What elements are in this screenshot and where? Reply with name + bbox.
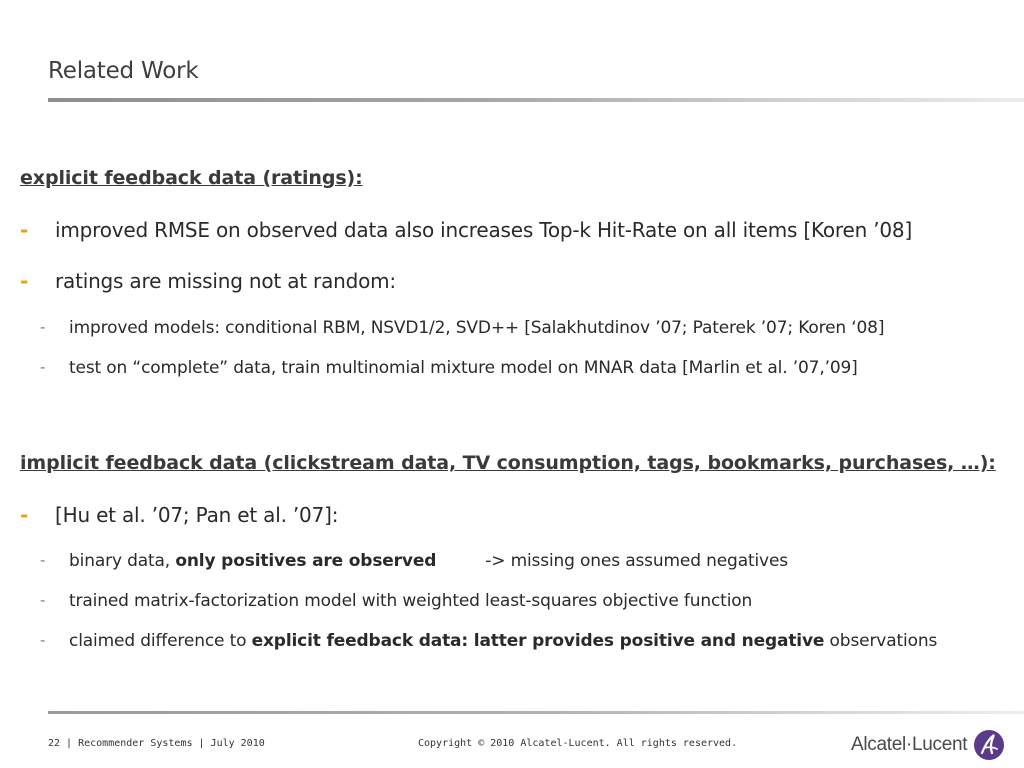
brand-name: Alcatel·Lucent: [851, 734, 968, 755]
bullet-text: [Hu et al. ’07; Pan et al. ’07]:: [55, 503, 339, 527]
footer-page-info: 22 | Recommender Systems | July 2010: [48, 738, 265, 749]
bullet-dash-icon: -: [20, 269, 29, 293]
bullet-text: improved RMSE on observed data also increases Top-k Hit-Rate on all items [Koren ’08]: [55, 218, 913, 242]
subbullet-text-pre: binary data,: [69, 551, 176, 571]
subbullet-dash-icon: -: [40, 631, 46, 649]
subbullet-dash-icon: -: [40, 551, 46, 569]
subbullet-text-post: observations: [824, 631, 938, 651]
alcatel-lucent-logo-icon: [973, 729, 1005, 761]
subbullet-text: test on “complete” data, train multinomial mixture model on MNAR data [Marlin et al. ’07,’09]: [69, 358, 858, 378]
bullet-dash-icon: -: [20, 503, 29, 527]
bullet-dash-icon: -: [20, 218, 29, 242]
subbullet-text-bold: only positives are observed: [175, 551, 437, 571]
subbullet-text-pre: claimed difference to: [69, 631, 252, 651]
section-heading-implicit: implicit feedback data (clickstream data, TV consumption, tags, bookmarks, purchases, …):: [20, 452, 996, 474]
slide-title: Related Work: [48, 58, 199, 84]
title-divider: [48, 98, 1024, 102]
subbullet-text-post: -> missing ones assumed negatives: [485, 551, 788, 571]
subbullet-text-bold: explicit feedback data: latter provides positive and negative: [251, 631, 825, 651]
subbullet-text: improved models: conditional RBM, NSVD1/2, SVD++ [Salakhutdinov ’07; Paterek ’07; Koren ‘08]: [69, 318, 885, 338]
subbullet-dash-icon: -: [40, 591, 46, 609]
subbullet-text: trained matrix-factorization model with weighted least-squares objective function: [69, 591, 753, 611]
footer-divider: [48, 711, 1024, 714]
subbullet-dash-icon: -: [40, 358, 46, 376]
subbullet-text: [69, 551, 788, 571]
brand: [851, 729, 1005, 761]
subbullet-dash-icon: -: [40, 318, 46, 336]
footer-copyright: Copyright © 2010 Alcatel-Lucent. All rights reserved.: [418, 738, 738, 749]
bullet-text: ratings are missing not at random:: [55, 269, 396, 293]
section-heading-explicit: explicit feedback data (ratings):: [20, 167, 363, 189]
subbullet-text: [69, 631, 937, 651]
